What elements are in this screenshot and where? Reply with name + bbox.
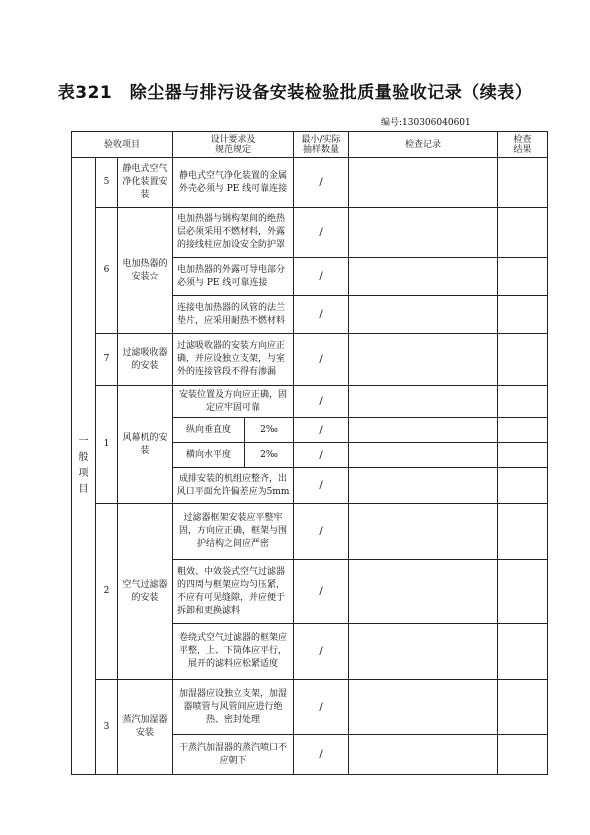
table-row	[72, 680, 548, 735]
sample-count: /	[294, 334, 349, 386]
check-result	[498, 468, 548, 504]
header-sample-line2: 抽样数量	[303, 144, 340, 155]
check-result	[498, 334, 548, 386]
table-row	[72, 158, 548, 208]
item-number: 6	[96, 208, 118, 334]
check-result	[498, 735, 548, 775]
section-label: 一 般 项 目	[78, 436, 89, 495]
item-name: 风幕机的安装	[118, 386, 173, 504]
check-record	[349, 296, 498, 334]
sample-count: /	[294, 208, 349, 258]
check-record	[349, 504, 498, 560]
requirement: 电加热器的外露可导电部分必须与 PE 线可靠连接	[173, 258, 294, 296]
header-row	[72, 132, 548, 158]
header-result-line1: 检查	[513, 134, 532, 145]
check-record	[349, 624, 498, 680]
requirement: 粗效、中效袋式空气过滤器的四周与框架应均匀压紧，不应有可见缝隙，并应便于拆卸和更换滤料	[173, 560, 294, 624]
item-name: 过滤吸收器的安装	[118, 334, 173, 386]
sub-requirement-label: 纵向垂直度	[173, 418, 245, 443]
requirement: 卷绕式空气过滤器的框架应平整，上、下筒体应平行，展开的滤料应松紧适度	[173, 624, 294, 680]
check-record	[349, 334, 498, 386]
check-record	[349, 680, 498, 735]
header-result-line2: 结果	[513, 144, 532, 155]
section-label-cell	[72, 158, 96, 775]
table-row	[72, 386, 548, 418]
requirement: 过滤器框架安装应平整牢固，方向应正确，框架与围护结构之间应严密	[173, 504, 294, 560]
header-sample-line1: 最小/实际	[301, 134, 341, 145]
table-row	[72, 504, 548, 560]
check-record	[349, 443, 498, 468]
document-title: 表321 除尘器与排污设备安装检验批质量验收记录（续表）	[57, 83, 533, 103]
check-result	[498, 296, 548, 334]
sample-count: /	[294, 386, 349, 418]
check-result	[498, 443, 548, 468]
table-row	[72, 334, 548, 386]
sample-count: /	[294, 158, 349, 208]
header-design	[173, 132, 294, 158]
requirement: 干蒸汽加湿器的蒸汽喷口不应朝下	[173, 735, 294, 775]
sample-count: /	[294, 560, 349, 624]
item-name: 电加热器的安装☆	[118, 208, 173, 334]
header-design-line1: 设计要求及	[210, 134, 256, 145]
requirement: 成排安装的机组应整齐，出风口平面允许偏差应为5mm	[173, 468, 294, 504]
item-number: 5	[96, 158, 118, 208]
check-record	[349, 258, 498, 296]
item-name: 蒸汽加湿器安装	[118, 680, 173, 775]
serial-number: 编号:130306040601	[381, 118, 471, 128]
item-number: 2	[96, 504, 118, 680]
check-result	[498, 680, 548, 735]
sample-count: /	[294, 504, 349, 560]
header-sample	[294, 132, 349, 158]
sub-requirement-label: 横向水平度	[173, 443, 245, 468]
check-result	[498, 418, 548, 443]
item-number: 1	[96, 386, 118, 504]
requirement: 电加热器与钢构架间的绝热层必须采用不燃材料，外露的接线柱应加设安全防护罩	[173, 208, 294, 258]
header-record: 检查记录	[349, 132, 498, 158]
check-result	[498, 208, 548, 258]
sample-count: /	[294, 468, 349, 504]
check-record	[349, 468, 498, 504]
inspection-table	[71, 131, 548, 775]
header-item: 验收项目	[72, 132, 173, 158]
item-name: 空气过滤器的安装	[118, 504, 173, 680]
sub-requirement-value: 2‰	[245, 418, 294, 443]
check-result	[498, 258, 548, 296]
check-result	[498, 560, 548, 624]
requirement: 静电式空气净化装置的金属外壳必须与 PE 线可靠连接	[173, 158, 294, 208]
requirement: 过滤吸收器的安装方向应正确，并应设独立支架，与室外的连接管段不得有渗漏	[173, 334, 294, 386]
check-record	[349, 418, 498, 443]
check-record	[349, 208, 498, 258]
sample-count: /	[294, 418, 349, 443]
sub-requirement-value: 2‰	[245, 443, 294, 468]
requirement: 安装位置及方向应正确，固定应牢固可靠	[173, 386, 294, 418]
header-result	[498, 132, 548, 158]
item-number: 7	[96, 334, 118, 386]
check-result	[498, 386, 548, 418]
sample-count: /	[294, 624, 349, 680]
check-result	[498, 624, 548, 680]
check-record	[349, 158, 498, 208]
check-record	[349, 386, 498, 418]
check-record	[349, 735, 498, 775]
item-number: 3	[96, 680, 118, 775]
sample-count: /	[294, 296, 349, 334]
check-result	[498, 504, 548, 560]
check-record	[349, 560, 498, 624]
requirement: 连接电加热器的风管的法兰垫片，应采用耐热不燃材料	[173, 296, 294, 334]
sample-count: /	[294, 443, 349, 468]
header-design-line2: 规范规定	[215, 144, 252, 155]
sample-count: /	[294, 258, 349, 296]
sample-count: /	[294, 735, 349, 775]
item-name: 静电式空气净化装置安装	[118, 158, 173, 208]
table-row	[72, 208, 548, 258]
sample-count: /	[294, 680, 349, 735]
requirement: 加湿器应设独立支架，加湿器喷管与风管间应进行绝热、密封处理	[173, 680, 294, 735]
check-result	[498, 158, 548, 208]
